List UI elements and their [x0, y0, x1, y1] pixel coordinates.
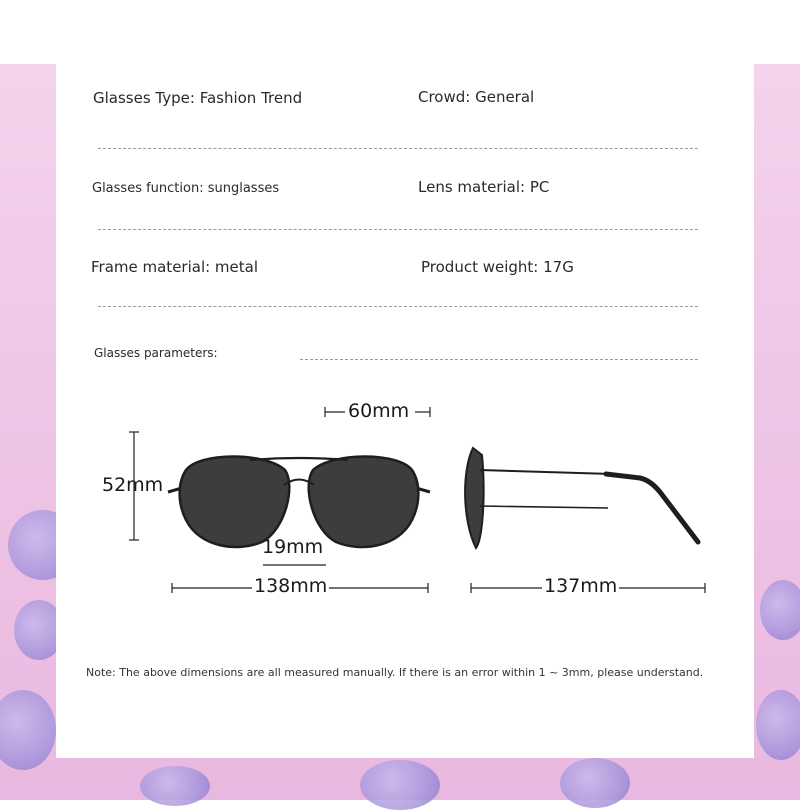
lens-height-label: 52mm — [102, 474, 164, 496]
glasses-type-label: Glasses Type: Fashion Trend — [93, 89, 303, 107]
left-lens — [180, 457, 290, 547]
product-weight-label: Product weight: 17G — [421, 258, 574, 276]
crowd-label: Crowd: General — [418, 88, 535, 106]
temple-length-label: 137mm — [544, 575, 618, 597]
glasses-function-label: Glasses function: sunglasses — [92, 181, 280, 196]
glasses-parameters-heading: Glasses parameters: — [94, 346, 218, 360]
lens-width-label: 60mm — [348, 400, 410, 422]
lens-material-label: Lens material: PC — [418, 178, 550, 196]
frame-material-label: Frame material: metal — [91, 258, 259, 276]
right-lens — [309, 457, 419, 547]
side-view-glasses — [465, 448, 698, 548]
frame-width-label: 138mm — [254, 575, 328, 597]
bridge-label: 19mm — [262, 536, 324, 558]
side-lens — [465, 448, 484, 548]
measurement-note: Note: The above dimensions are all measured manually. If there is an error within 1 ~ 3mm, please understand. — [86, 666, 704, 679]
temple-tip — [606, 474, 698, 542]
top-bridge — [250, 458, 348, 460]
front-view-glasses — [168, 457, 430, 547]
